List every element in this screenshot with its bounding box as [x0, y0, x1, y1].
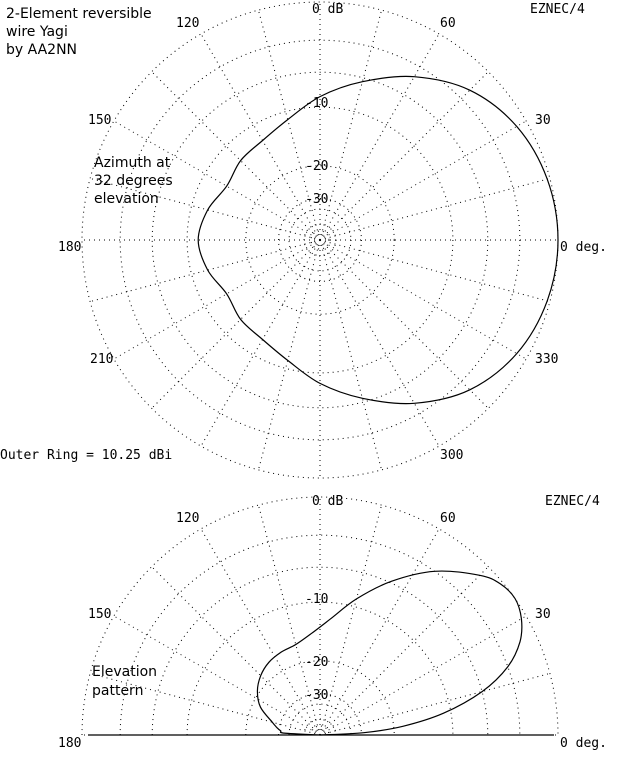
elevation-grid-spoke [320, 567, 488, 735]
azimuth-grid-spoke [320, 10, 382, 240]
azimuth-software-label: EZNEC/4 [530, 2, 585, 17]
azimuth-grid-spoke [320, 240, 382, 470]
elevation-software-label: EZNEC/4 [545, 494, 600, 509]
elevation-ring-label-20: -20 [305, 655, 329, 670]
elevation-pattern-curve [257, 571, 521, 735]
azimuth-grid-spoke [320, 240, 488, 408]
azimuth-angle-label-30: 30 [535, 113, 551, 128]
azimuth-angle-label-120: 120 [176, 16, 200, 31]
azimuth-annotation-line-1: Azimuth at [94, 155, 171, 171]
elevation-angle-label-150: 150 [88, 607, 112, 622]
azimuth-grid-spoke [258, 240, 320, 470]
elevation-grid-spoke [320, 673, 550, 735]
azimuth-ring-label-30: -30 [305, 192, 329, 207]
azimuth-reference-label: 0 dB [312, 2, 344, 17]
azimuth-angle-label-210: 210 [90, 352, 114, 367]
elevation-reference-label: 0 dB [312, 494, 344, 509]
azimuth-grid-spoke [320, 178, 550, 240]
title-line-1: 2-Element reversible [6, 6, 152, 22]
elevation-annotation-line-1: Elevation [92, 664, 158, 680]
azimuth-angle-label-300: 300 [440, 448, 464, 463]
azimuth-angle-label-150: 150 [88, 113, 112, 128]
azimuth-grid-spoke [320, 34, 439, 240]
azimuth-angle-label-60: 60 [440, 16, 456, 31]
elevation-grid-ring [311, 726, 329, 735]
azimuth-grid-spoke [201, 240, 320, 446]
azimuth-grid-spoke [90, 240, 320, 302]
elevation-angle-label-120: 120 [176, 511, 200, 526]
elevation-grid-spoke [201, 529, 320, 735]
azimuth-grid-spoke [152, 240, 320, 408]
elevation-grid-ring [304, 719, 336, 735]
azimuth-ring-label-10: -10 [305, 96, 329, 111]
azimuth-grid-spoke [320, 240, 526, 359]
elevation-grid-spoke [152, 567, 320, 735]
elevation-grid-spoke [320, 616, 526, 735]
elevation-annotation-line-2: pattern [92, 683, 144, 699]
azimuth-annotation-line-2: 32 degrees [94, 173, 173, 189]
azimuth-polar-plot [0, 2, 607, 478]
azimuth-annotation-line-3: elevation [94, 191, 159, 207]
elevation-angle-label-30: 30 [535, 607, 551, 622]
azimuth-grid-spoke [320, 240, 439, 446]
azimuth-grid-spoke [320, 240, 550, 302]
elevation-polar-plot [58, 494, 607, 751]
title-line-2: wire Yagi [6, 24, 68, 40]
outer-ring-label: Outer Ring = 10.25 dBi [0, 448, 173, 463]
elevation-ring-label-30: -30 [305, 688, 329, 703]
elevation-angle-label-60: 60 [440, 511, 456, 526]
elevation-grid-spoke [320, 529, 439, 735]
azimuth-grid-spoke [320, 72, 488, 240]
azimuth-pattern-curve [198, 76, 558, 403]
title-line-3: by AA2NN [6, 42, 78, 58]
azimuth-grid-spoke [114, 240, 320, 359]
elevation-angle-label-0: 0 deg. [560, 736, 607, 751]
elevation-ring-label-10: -10 [305, 592, 329, 607]
azimuth-ring-label-20: -20 [305, 159, 329, 174]
azimuth-angle-label-180: 180 [58, 240, 82, 255]
azimuth-grid-spoke [320, 121, 526, 240]
azimuth-angle-label-0: 0 deg. [560, 240, 607, 255]
azimuth-grid [82, 2, 558, 478]
azimuth-grid-spoke [201, 34, 320, 240]
azimuth-angle-label-330: 330 [535, 352, 559, 367]
elevation-angle-label-180: 180 [58, 736, 82, 751]
azimuth-grid-spoke [152, 72, 320, 240]
